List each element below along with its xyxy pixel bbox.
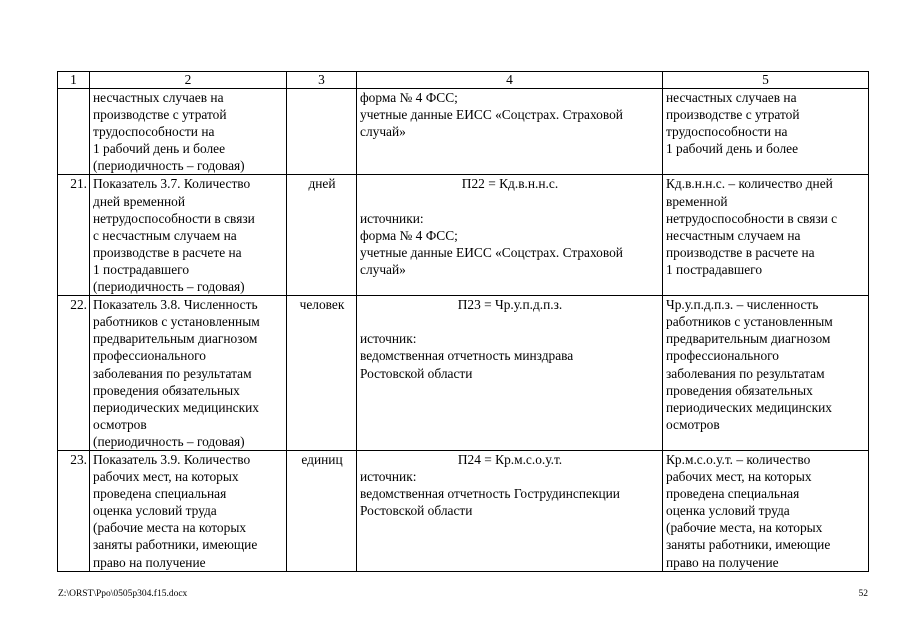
description-cell: Кр.м.с.о.у.т. – количество рабочих мест, на которых проведена специальная оценка условий труда (рабочие места, на которых заняты работники, имеющие право на получение bbox=[663, 450, 869, 571]
header-col-4: 4 bbox=[357, 72, 663, 89]
method-cell: форма № 4 ФСС; учетные данные ЕИСС «Соцстрах. Страховой случай» bbox=[357, 89, 663, 175]
indicator-name: несчастных случаев на производстве с утратой трудоспособности на 1 рабочий день и более (периодичность – годовая) bbox=[90, 89, 287, 175]
indicator-name: Показатель 3.8. Численность работников с установленным предварительным диагнозом профессионального заболевания по результатам проведения обязательных периодических медицинских осмотров (периодичность – годовая) bbox=[90, 296, 287, 451]
description-cell: Кд.в.н.н.с. – количество дней временной нетрудоспособности в связи с несчастным случаем на производстве в расчете на 1 пострадавшего bbox=[663, 175, 869, 296]
indicator-name: Показатель 3.7. Количество дней временной нетрудоспособности в связи с несчастным случаем на производстве в расчете на 1 пострадавшего (периодичность – годовая) bbox=[90, 175, 287, 296]
formula: П22 = Кд.в.н.н.с. bbox=[461, 176, 559, 192]
header-col-2: 2 bbox=[90, 72, 287, 89]
unit-cell: человек bbox=[287, 296, 357, 451]
unit-cell: дней bbox=[287, 175, 357, 296]
indicators-table bbox=[57, 71, 869, 572]
header-col-3: 3 bbox=[287, 72, 357, 89]
method-cell: П24 = Кр.м.с.о.у.т. источник: ведомственная отчетность Гострудинспекции Ростовской области bbox=[357, 450, 663, 571]
row-number: 23. bbox=[58, 450, 90, 571]
table-row bbox=[58, 175, 869, 296]
method-cell: П22 = Кд.в.н.н.с. источники: форма № 4 ФСС; учетные данные ЕИСС «Соцстрах. Страховой случай» bbox=[357, 175, 663, 296]
row-number bbox=[58, 89, 90, 175]
table-row bbox=[58, 450, 869, 571]
header-col-5: 5 bbox=[663, 72, 869, 89]
unit-cell bbox=[287, 89, 357, 175]
description-cell: Чр.у.п.д.п.з. – численность работников с установленным предварительным диагнозом профессионального заболевания по результатам проведения обязательных периодических медицинских осмотров bbox=[663, 296, 869, 451]
method-cell: П23 = Чр.у.п.д.п.з. источник: ведомственная отчетность минздрава Ростовской области bbox=[357, 296, 663, 451]
formula: П24 = Кр.м.с.о.у.т. bbox=[457, 451, 563, 467]
row-number: 22. bbox=[58, 296, 90, 451]
footer-page-number: 52 bbox=[858, 589, 868, 599]
table-row bbox=[58, 296, 869, 451]
footer-file-path: Z:\ORST\Ppo\0505p304.f15.docx bbox=[58, 589, 188, 599]
indicator-name: Показатель 3.9. Количество рабочих мест, на которых проведена специальная оценка условий труда (рабочие места на которых заняты работники, имеющие право на получение bbox=[90, 450, 287, 571]
header-col-1: 1 bbox=[58, 72, 90, 89]
unit-cell: единиц bbox=[287, 450, 357, 571]
table-row bbox=[58, 89, 869, 175]
formula: П23 = Чр.у.п.д.п.з. bbox=[457, 297, 563, 313]
header-row bbox=[58, 72, 869, 89]
row-number: 21. bbox=[58, 175, 90, 296]
description-cell: несчастных случаев на производстве с утратой трудоспособности на 1 рабочий день и более bbox=[663, 89, 869, 175]
